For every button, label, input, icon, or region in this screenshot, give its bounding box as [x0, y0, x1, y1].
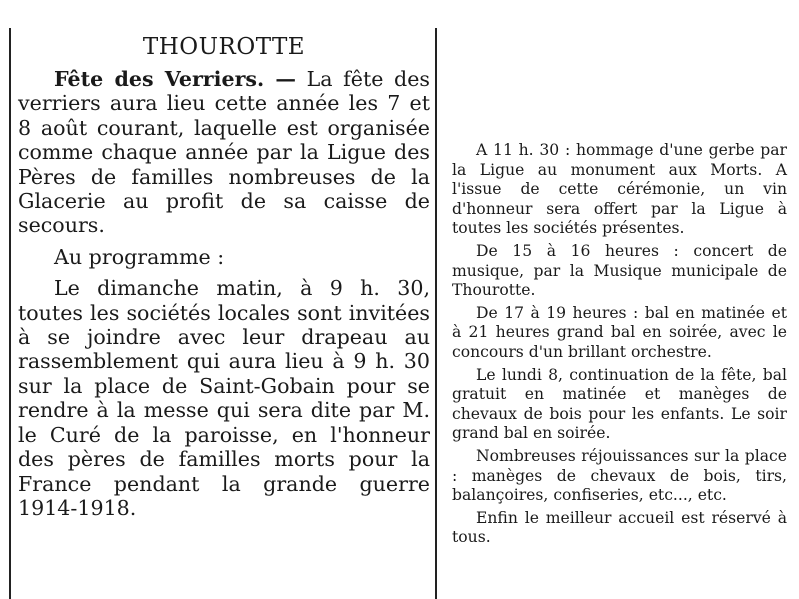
programme-label: Au programme : [54, 244, 225, 269]
paragraph-welcome: Enfin le meilleur accueil est réservé à tous. [452, 508, 787, 547]
intro-text: La fête des verriers aura lieu cette année les 7 et 8 août courant, laquelle est organisée comme chaque année par la Ligue des Pères de familles nombreuses de la Glacerie au profit de sa caisse de secours. [18, 67, 430, 238]
paragraph-ball: De 17 à 19 heures : bal en matinée et à 21 heures grand bal en soirée, avec le concours d'un brillant orchestre. [452, 303, 787, 361]
sunday-paragraph: Le dimanche matin, à 9 h. 30, toutes les sociétés locales sont invitées à se joindre avec leur drapeau au rassemblement qui aura lieu à 9 h. 30 sur la place de Saint-Gobain pour se rendre à la messe qui sera dite par M. le Curé de la paroisse, en l'honneur des pères de familles morts pour la France pendant la grande guerre 1914-1918. [18, 276, 430, 520]
column-rule-middle [435, 28, 437, 599]
left-column [18, 33, 430, 527]
paragraph-ceremony: A 11 h. 30 : hommage d'une gerbe par la Ligue au monument aux Morts. A l'issue de cette cérémonie, un vin d'honneur sera offert par la Ligue à toutes les sociétés présentes. [452, 141, 787, 238]
paragraph-monday: Le lundi 8, continuation de la fête, bal gratuit en matinée et manèges de chevaux de bois pour les enfants. Le soir grand bal en soirée. [452, 365, 787, 443]
article-title: THOUROTTE [142, 34, 306, 60]
column-rule-left [9, 28, 11, 599]
paragraph-festivities: Nombreuses réjouissances sur la place : manèges de chevaux de bois, tirs, balançoires, confiseries, etc..., etc. [452, 446, 787, 505]
intro-paragraph [18, 67, 430, 238]
article-headline: Fête des Verriers. — [54, 67, 297, 91]
right-column [452, 141, 787, 551]
paragraph-concert: De 15 à 16 heures : concert de musique, par la Musique municipale de Thourotte. [452, 241, 787, 300]
